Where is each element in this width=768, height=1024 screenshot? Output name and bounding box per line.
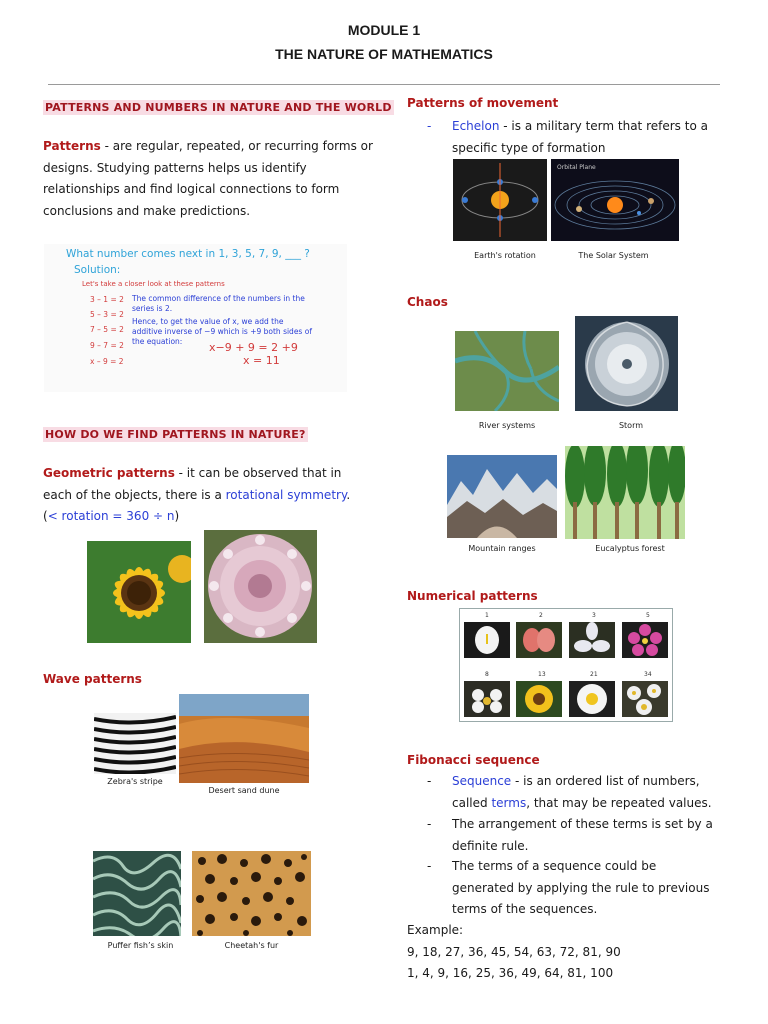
eucalyptus-caption: Eucalyptus forest [595,544,665,553]
cheetah-caption: Cheetah's fur [224,941,279,950]
solution-hint: Let's take a closer look at these patterns [82,280,225,288]
fibonacci-heading: Fibonacci sequence [407,753,540,767]
page-header [0,18,768,66]
solution-equation: x – 9 = 2 [90,357,124,366]
dune-caption: Desert sand dune [208,786,280,795]
petal-count: 3 [592,612,596,619]
list-dash: - [427,859,432,873]
sunflower-image [87,541,191,643]
list-dash: - [427,774,432,788]
example-block [407,920,747,985]
arrangement-item: - The arrangement of these terms is set by a definite rule. [427,814,747,857]
thirty-four-petal-flower-image [622,681,668,717]
echelon-item: - Echelon - is a military term that refers to a specific type of formation [427,116,737,159]
patterns-term: Patterns [43,139,101,153]
list-dash: - [427,119,432,133]
example-label: Example: [407,923,464,937]
example-sequence-1: 9, 18, 27, 36, 45, 54, 63, 72, 81, 90 [407,944,621,959]
petal-count: 13 [538,671,546,678]
solution-label: Solution: [74,264,121,276]
cheetah-fur-image [192,851,311,936]
rotation-formula: < rotation = 360 ÷ n [47,509,175,523]
solution-result-step: x−9 + 9 = 2 +9 [209,341,298,354]
terms-term: terms [491,795,527,810]
solution-result: x = 11 [243,354,280,367]
zebra-caption: Zebra's stripe [107,777,163,786]
generation-item: - The terms of a sequence could be generated by applying the rule to previous terms of the sequences. [427,856,747,921]
solution-note-difference: The common difference of the numbers in the series is 2. [132,294,305,313]
puffer-caption: Puffer fish’s skin [107,941,174,950]
storm-image [575,316,678,411]
earth-rotation-caption: Earth's rotation [474,251,536,260]
example-sequence-2: 1, 4, 9, 16, 25, 36, 49, 64, 81, 100 [407,966,614,980]
sequence-term: Sequence [452,774,512,788]
page-title: THE NATURE OF MATHEMATICS [275,46,493,62]
wave-patterns-heading: Wave patterns [43,672,142,686]
zebra-stripe-image [94,713,176,774]
sequence-item: - Sequence - is an ordered list of numbers, called terms, that may be repeated values. [427,771,747,814]
solution-equation: 5 – 3 = 2 [90,310,124,319]
section-heading-patterns-numbers: PATTERNS AND NUMBERS IN NATURE AND THE WORLD [45,101,392,114]
petal-count: 5 [646,612,650,619]
echelon-term: Echelon [452,119,500,133]
twenty-one-petal-flower-image [569,681,615,717]
calla-lily-image [464,622,510,658]
thirteen-petal-flower-image [516,681,562,717]
solution-equation: 9 – 7 = 2 [90,341,124,350]
lace-flower-image [204,530,317,643]
solution-figure [44,244,347,392]
orbital-plane-label: Orbital Plane [557,164,596,171]
solar-system-image [551,159,679,241]
solution-note-inverse: Hence, to get the value of x, we add the additive inverse of −9 which is +9 both sides of the equation: [132,317,312,346]
five-petal-flower-image [622,622,668,658]
two-petal-flower-image [516,622,562,658]
eucalyptus-forest-image [565,446,685,539]
list-dash: - [427,817,432,831]
puffer-fish-skin-image [93,851,181,936]
petal-count: 8 [485,671,489,678]
petal-count: 21 [590,671,598,678]
numerical-patterns-heading: Numerical patterns [407,589,538,603]
geometric-term: Geometric patterns [43,466,175,480]
earth-rotation-image [453,159,547,241]
solution-equation: 3 – 1 = 2 [90,295,124,304]
trillium-image [569,622,615,658]
petal-count: 1 [485,612,489,619]
chaos-heading: Chaos [407,295,448,309]
solution-equation: 7 – 5 = 2 [90,325,124,334]
storm-caption: Storm [618,421,644,430]
mountain-ranges-image [447,455,557,538]
header-divider [48,84,720,85]
eight-petal-flower-image [464,681,510,717]
river-caption: River systems [478,421,536,430]
petal-count: 34 [644,671,652,678]
movement-heading: Patterns of movement [407,96,559,110]
module-number: MODULE 1 [347,22,421,38]
river-systems-image [455,331,559,411]
section-heading-find-patterns: HOW DO WE FIND PATTERNS IN NATURE? [45,428,306,441]
sand-dune-image [179,694,309,783]
fibonacci-flowers-figure [459,608,673,722]
petal-count: 2 [539,612,543,619]
patterns-definition: Patterns - are regular, repeated, or recurring forms or designs. Studying patterns helps us identify relationships and find logical connections to form conclusions and make predictions. [43,139,373,218]
solution-question: What number comes next in 1, 3, 5, 7, 9, ___ ? [66,248,310,260]
mountain-caption: Mountain ranges [468,544,536,553]
geometric-patterns-text: Geometric patterns - it can be observed that in each of the objects, there is a rotational symmetry. (< rotation = 360 ÷ n) [43,466,351,523]
solar-system-caption: The Solar System [578,251,649,260]
